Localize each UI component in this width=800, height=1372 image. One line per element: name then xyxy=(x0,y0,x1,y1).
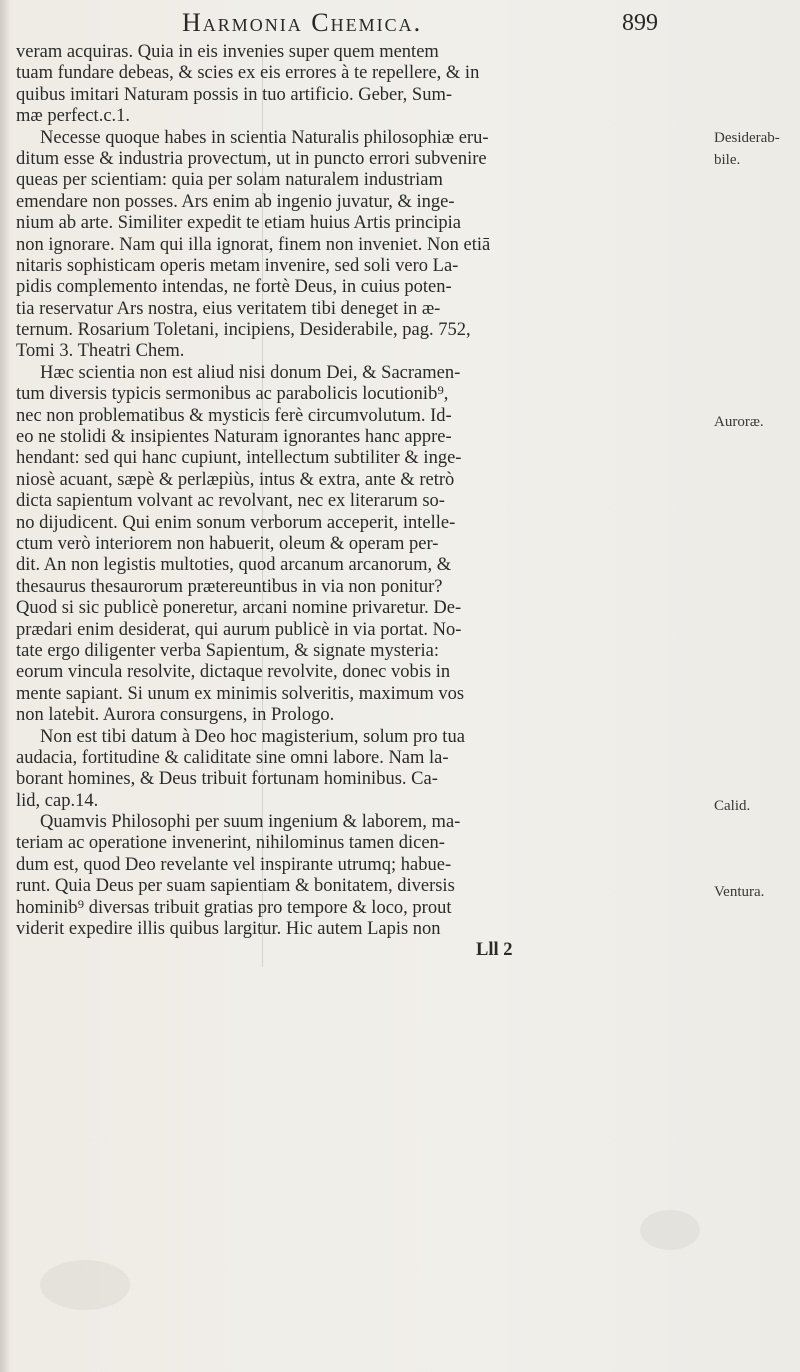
text-line: Hæc scientia non est aliud nisi donum Dei, & Sacramen- xyxy=(40,362,461,383)
text-line: dicta sapientum volvant ac revolvant, nec ex literarum so- xyxy=(16,491,445,512)
text-line: tum diversis typicis sermonibus ac parabolicis locutionib⁹, xyxy=(16,384,449,405)
text-line: non ignorare. Nam qui illa ignorat, finem non inveniet. Non etiā xyxy=(16,234,491,255)
text-line: Necesse quoque habes in scientia Naturalis philosophiæ eru- xyxy=(40,127,489,148)
text-line: prædari enim desiderat, qui aurum publicè in via portat. No- xyxy=(16,619,462,640)
text-line: queas per scientiam: quia per solam naturalem industriam xyxy=(16,170,443,191)
text-line: eo ne stolidi & insipientes Naturam ignorantes hanc appre- xyxy=(16,427,452,448)
text-line: tia reservatur Ars nostra, eius veritatem tibi deneget in æ- xyxy=(16,298,441,319)
text-line: ditum esse & industria provectum, ut in puncto errori subvenire xyxy=(16,148,487,169)
text-line: nitaris sophisticam operis metam invenire, sed soli vero La- xyxy=(16,255,459,276)
text-line: dit. An non legistis multoties, quod arcanum arcanorum, & xyxy=(16,555,452,576)
text-line: Quod si sic publicè poneretur, arcani nomine privaretur. De- xyxy=(16,598,462,619)
margin-note: Calid. xyxy=(714,798,751,814)
signature-mark: Lll 2 xyxy=(476,940,513,961)
text-line: quibus imitari Naturam possis in tuo artificio. Geber, Sum- xyxy=(16,84,452,105)
text-line: pidis complemento intendas, ne fortè Deus, in cuius poten- xyxy=(16,277,452,298)
text-line: ternum. Rosarium Toletani, incipiens, Desiderabile, pag. 752, xyxy=(16,320,471,341)
text-line: nec non problematibus & mysticis ferè circumvolutum. Id- xyxy=(16,405,452,426)
text-line: hendant: sed qui hanc cupiunt, intellectum subtiliter & inge- xyxy=(16,448,462,469)
text-line: Non est tibi datum à Deo hoc magisterium, solum pro tua xyxy=(40,726,465,747)
margin-note: Auroræ. xyxy=(714,414,764,430)
running-head: Harmonia Chemica. xyxy=(182,8,423,37)
text-line: dum est, quod Deo revelante vel inspirante utrumq; habue- xyxy=(16,854,452,875)
text-line: mæ perfect.c.1. xyxy=(16,106,131,127)
text-line: hominib⁹ diversas tribuit gratias pro tempore & loco, prout xyxy=(16,897,452,918)
text-line: no dijudicent. Qui enim sonum verborum acceperit, intelle- xyxy=(16,512,456,533)
text-line: emendare non posses. Ars enim ab ingenio juvatur, & inge- xyxy=(16,191,455,212)
text-line: eorum vincula resolvite, dictaque revolvite, donec vobis in xyxy=(16,662,451,683)
text-line: borant homines, & Deus tribuit fortunam hominibus. Ca- xyxy=(16,769,438,790)
text-line: teriam ac operatione invenerint, nihilominus tamen dicen- xyxy=(16,833,445,854)
text-line: runt. Quia Deus per suam sapientiam & bonitatem, diversis xyxy=(16,876,455,897)
text-line: Quamvis Philosophi per suum ingenium & laborem, ma- xyxy=(40,812,461,833)
text-line: veram acquiras. Quia in eis invenies super quem mentem xyxy=(16,42,439,62)
text-line: non latebit. Aurora consurgens, in Prologo. xyxy=(16,705,335,726)
margin-note: Ventura. xyxy=(714,884,765,900)
text-line: viderit expedire illis quibus largitur. Hic autem Lapis non xyxy=(16,919,441,940)
paper-stain xyxy=(640,1210,700,1250)
text-line: thesaurus thesaurorum prætereuntibus in via non ponitur? xyxy=(16,576,443,597)
binding-shadow xyxy=(0,0,10,1372)
text-line: niosè acuant, sæpè & perlæpiùs, intus & extra, ante & retrò xyxy=(16,469,455,490)
text-line: ctum verò interiorem non habuerit, oleum & operam per- xyxy=(16,533,439,554)
text-line: Tomi 3. Theatri Chem. xyxy=(16,341,185,362)
text-line: lid, cap.14. xyxy=(16,790,99,811)
text-line: audacia, fortitudine & caliditate sine omni labore. Nam la- xyxy=(16,747,449,768)
text-line: tuam fundare debeas, & scies ex eis errores à te repellere, & in xyxy=(16,63,480,84)
text-line: nium ab arte. Similiter expedit te etiam huius Artis principia xyxy=(16,213,461,234)
page-number: 899 xyxy=(622,10,658,36)
margin-note: bile. xyxy=(714,152,741,168)
paper-stain xyxy=(40,1260,130,1310)
text-line: mente sapiant. Si unum ex minimis solveritis, maximum vos xyxy=(16,683,465,704)
body-text xyxy=(16,42,716,962)
text-line: tate ergo diligenter verba Sapientum, & signate mysteria: xyxy=(16,640,439,661)
page-header xyxy=(10,8,780,44)
margin-note: Desiderab- xyxy=(714,130,780,146)
